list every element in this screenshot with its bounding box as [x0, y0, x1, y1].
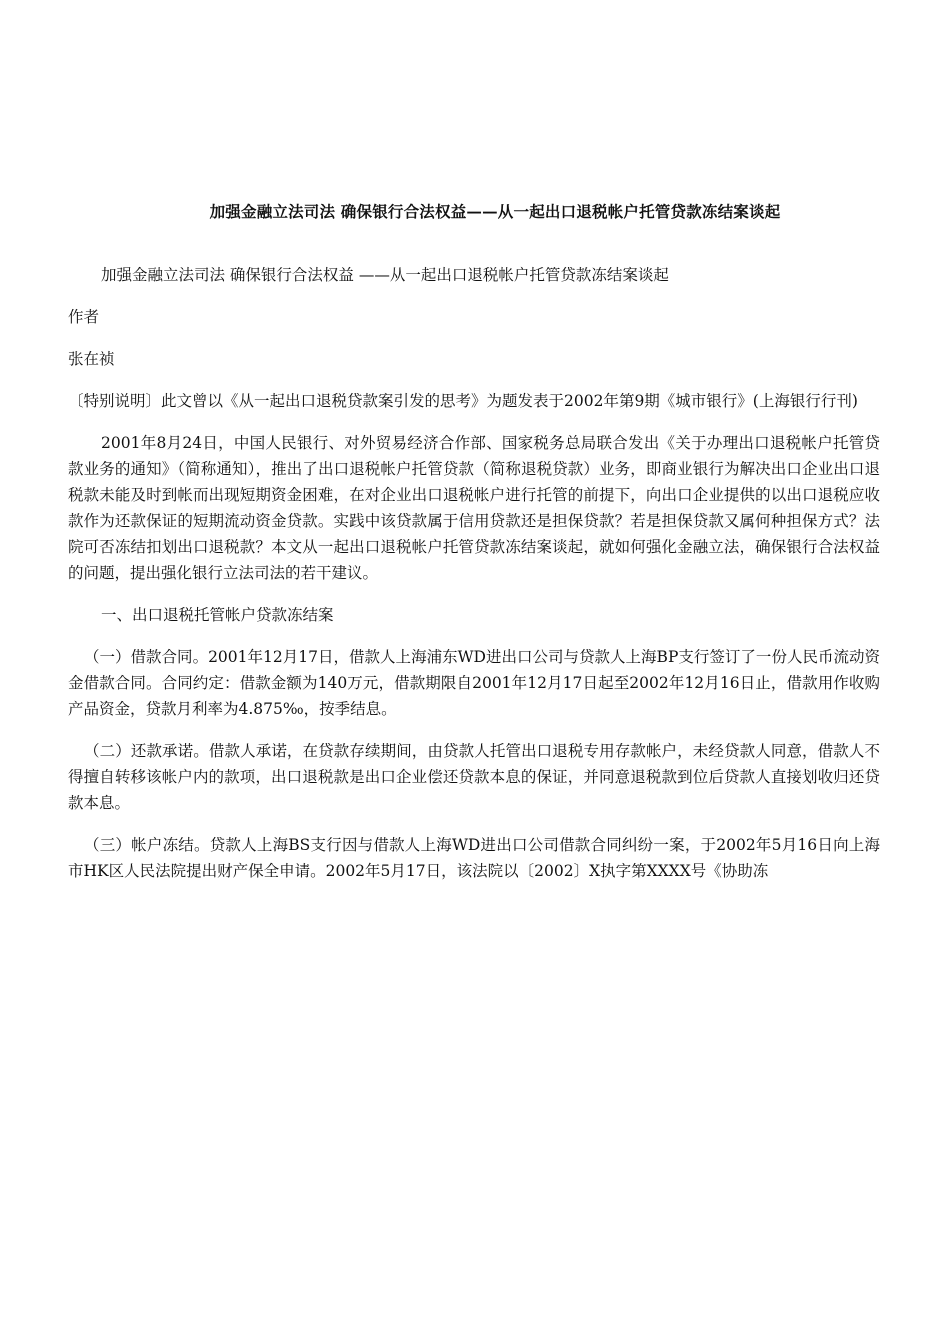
- intro-paragraph: 2001年8月24日，中国人民银行、对外贸易经济合作部、国家税务总局联合发出《关于办理出口退税帐户托管贷款业务的通知》（简称通知），推出了出口退税帐户托管贷款（简称退税贷款）业务，即商业银行为解决出口企业出口退税款未能及时到帐而出现短期资金困难，在对企业出口退税帐户进行托管的前提下，向出口企业提供的以出口退税应收款作为还款保证的短期流动资金贷款。实践中该贷款属于信用贷款还是担保贷款？若是担保贷款又属何种担保方式？法院可否冻结扣划出口退税款？本文从一起出口退税帐户托管贷款冻结案谈起，就如何强化金融立法，确保银行合法权益的问题，提出强化银行立法司法的若干建议。: [68, 434, 880, 582]
- author-name: 张在祯: [68, 350, 115, 368]
- clause-paragraph-3: （三）帐户冻结。贷款人上海BS支行因与借款人上海WD进出口公司借款合同纠纷一案，于2002年5月16日向上海市HK区人民法院提出财产保全申请。2002年5月17日，该法院以〔2002〕X执字第XXXX号《协助冻: [68, 836, 880, 880]
- clause-paragraph-1: （一）借款合同。2001年12月17日，借款人上海浦东WD进出口公司与贷款人上海BP支行签订了一份人民币流动资金借款合同。合同约定：借款金额为140万元，借款期限自2001年12月17日起至2002年12月16日止，借款用作收购产品资金，贷款月利率为4.875‰，按季结息。: [68, 648, 880, 718]
- document-body: [68, 262, 880, 900]
- clause-paragraph-2: （二）还款承诺。借款人承诺，在贷款存续期间，由贷款人托管出口退税专用存款帐户，未经贷款人同意，借款人不得擅自转移该帐户内的款项，出口退税款是出口企业偿还贷款本息的保证，并同意退税款到位后贷款人直接划收归还贷款本息。: [68, 742, 880, 812]
- section-heading: 一、出口退税托管帐户贷款冻结案: [101, 606, 334, 624]
- document-subtitle: 加强金融立法司法 确保银行合法权益 ——从一起出口退税帐户托管贷款冻结案谈起: [101, 266, 669, 284]
- document-title: 加强金融立法司法 确保银行合法权益——从一起出口退税帐户托管贷款冻结案谈起: [209, 202, 781, 221]
- special-note: 〔特别说明〕此文曾以《从一起出口退税贷款案引发的思考》为题发表于2002年第9期《城市银行》(上海银行行刊): [68, 392, 858, 410]
- author-label: 作者: [68, 308, 100, 326]
